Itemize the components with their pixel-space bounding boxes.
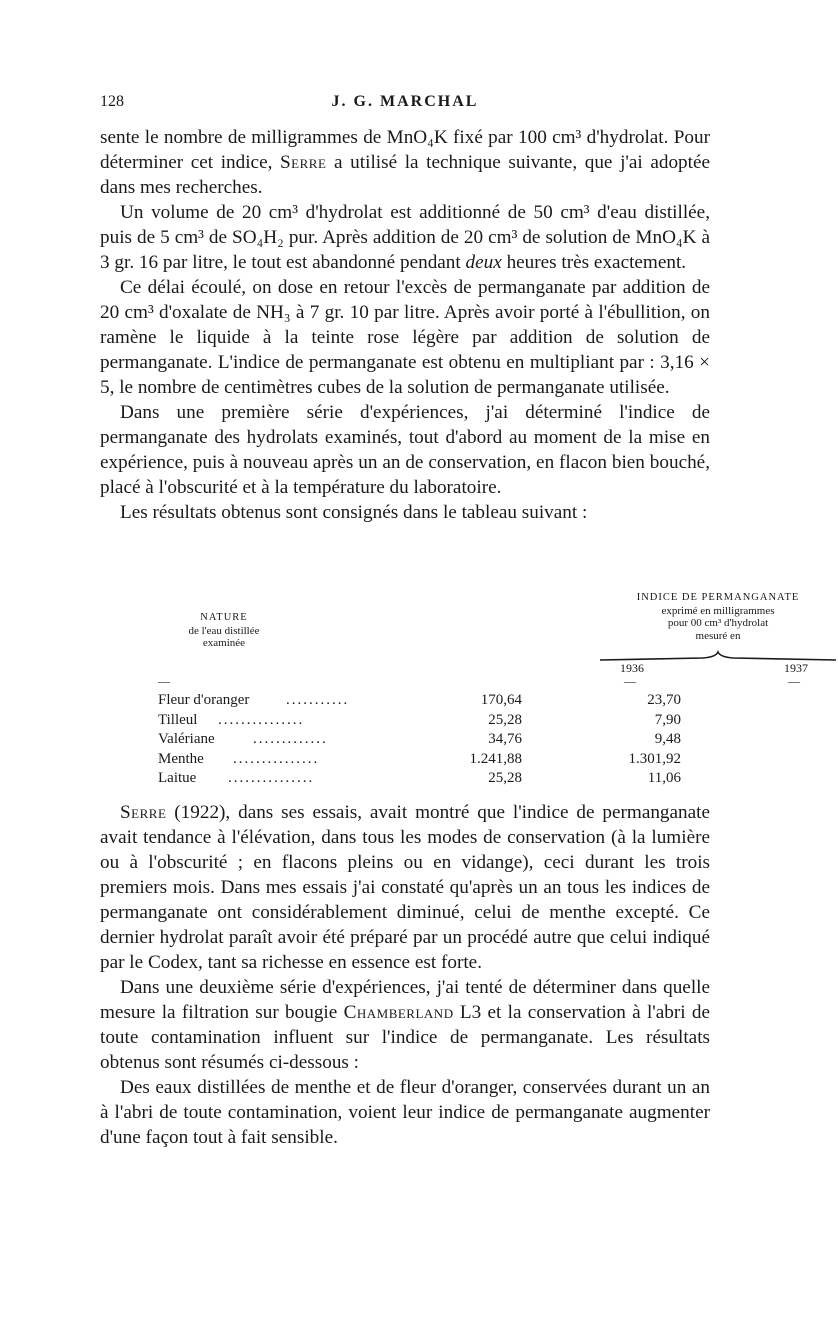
year-1937: 1937 [784, 661, 808, 675]
column-header-nature [158, 612, 290, 650]
column-header-index [598, 592, 838, 642]
table-row [158, 692, 681, 712]
header-line: INDICE DE PERMANGANATE [636, 592, 800, 603]
header-line: exprimé en milligrammes [661, 604, 775, 617]
paragraph: Les résultats obtenus sont consignés dans le tableau suivant : [120, 502, 588, 523]
paragraph [100, 125, 710, 200]
header-line: pour 00 cm³ d'hydrolat [667, 617, 769, 629]
paragraph-text: Un volume de 20 cm³ d'hydrolat est additionné de 50 cm³ d'eau distillée, puis de 5 cm³ de SO₄H₂ pur. Après addition de 20 cm³ de solution de MnO₄K à 3 gr. 16 par litre, le tout est abandonné pendant [100, 202, 710, 273]
leader-dots: ........... [286, 692, 350, 708]
row-name: Valériane [158, 731, 215, 747]
paragraph [100, 800, 710, 975]
value-1936: 25,28 [488, 770, 522, 786]
header-line: mesuré en [695, 629, 741, 642]
dash: — [788, 674, 800, 688]
value-1936: 1.241,88 [469, 750, 522, 767]
dash: — [158, 674, 170, 688]
paragraph: Des eaux distillées de menthe et de fleur d'oranger, conservées durant un an à l'abri de toute contamination, voient leur indice de permanganate augmenter d'une façon tout à fait sensible. [100, 1077, 710, 1148]
table-row [158, 770, 681, 790]
paragraph-text: heures très exactement. [501, 252, 687, 273]
dash: — [624, 674, 636, 688]
table-row [158, 750, 681, 771]
paragraph-text: (1922), dans ses essais, avait montré que l'indice de permanganate avait tendance à l'élévation, dans tous les modes de conservation (à la lumière ou à l'obscurité ; en flacons pleins ou en vidange), ceci durant les trois premiers mois. Dans mes essais j'ai constaté qu'après un an tous les indices de permanganate ont considérablement diminué, celui de menthe excepté. Ce dernier hydrolat paraît avoir été préparé par un procédé autre que celui indiqué par le Codex, tant sa richesse en essence est forte. [100, 802, 710, 973]
results-table [158, 592, 808, 792]
row-name: Menthe [158, 750, 204, 767]
header-line: de l'eau distillée [188, 624, 260, 637]
row-name: Fleur d'oranger [158, 692, 250, 708]
paragraph: Dans une première série d'expériences, j'ai déterminé l'indice de permanganate des hydrolats examinés, tout d'abord au moment de la mise en expérience, puis à nouveau après un an de conservation, en flacon bien bouché, placé à l'obscurité et à la température du laboratoire. [100, 402, 710, 498]
value-1937: 23,70 [647, 692, 681, 708]
table-row [158, 711, 681, 732]
leader-dots: ............. [253, 731, 328, 747]
row-name: Laitue [158, 770, 197, 786]
text-block-lower [100, 800, 710, 1150]
proper-name: Chamberland [343, 1002, 454, 1023]
row-name: Tilleul [158, 711, 198, 728]
emphasis-text: deux [465, 252, 502, 273]
author-name: Serre [280, 152, 327, 173]
paragraph-text: sente le nombre de milligrammes de MnO₄K fixé par 100 cm³ d'hydrolat. Pour déterminer cet indice, [100, 127, 710, 173]
paragraph-text: L3 et la conservation à l'abri de toute contamination influent sur l'indice de permanganate. Les résultats obtenus sont résumés ci-dessous : [100, 1002, 710, 1073]
paragraph-text: Dans une deuxième série d'expériences, j'ai tenté de déterminer dans quelle mesure la filtration sur bougie [100, 977, 710, 1023]
paragraph [100, 200, 710, 275]
page-number: 128 [100, 93, 124, 110]
value-1937: 1.301,92 [628, 750, 681, 767]
leader-dots: ............... [233, 750, 320, 767]
year-1936: 1936 [620, 661, 644, 675]
header-line: examinée [202, 637, 246, 649]
paragraph-text: a utilisé la technique suivante, que j'ai adoptée dans mes recherches. [100, 152, 710, 198]
value-1937: 11,06 [647, 770, 681, 786]
table-row [158, 731, 681, 751]
value-1936: 170,64 [480, 692, 522, 708]
value-1936: 34,76 [488, 731, 522, 747]
text-block-upper [100, 125, 710, 525]
paragraph [100, 975, 710, 1075]
leader-dots: ............... [228, 770, 315, 786]
author-name: Serre [120, 802, 167, 823]
value-1936: 25,28 [488, 711, 522, 728]
value-1937: 9,48 [654, 731, 681, 747]
value-1937: 7,90 [654, 711, 681, 728]
leader-dots: ............... [218, 711, 305, 728]
header-line: NATURE [200, 612, 248, 623]
page-header [100, 93, 710, 115]
paragraph: Ce délai écoulé, on dose en retour l'excès de permanganate par addition de 20 cm³ d'oxalate de NH₃ à 7 gr. 10 par litre. Après avoir porté à l'ébullition, on ramène le liquide à la teinte rose légère par addition de solution de permanganate. L'indice de permanganate est obtenu en multipliant par : 3,16 × 5, le nombre de centimètres cubes de la solution de permanganate utilisée. [100, 277, 710, 398]
running-head: J. G. MARCHAL [331, 93, 479, 110]
